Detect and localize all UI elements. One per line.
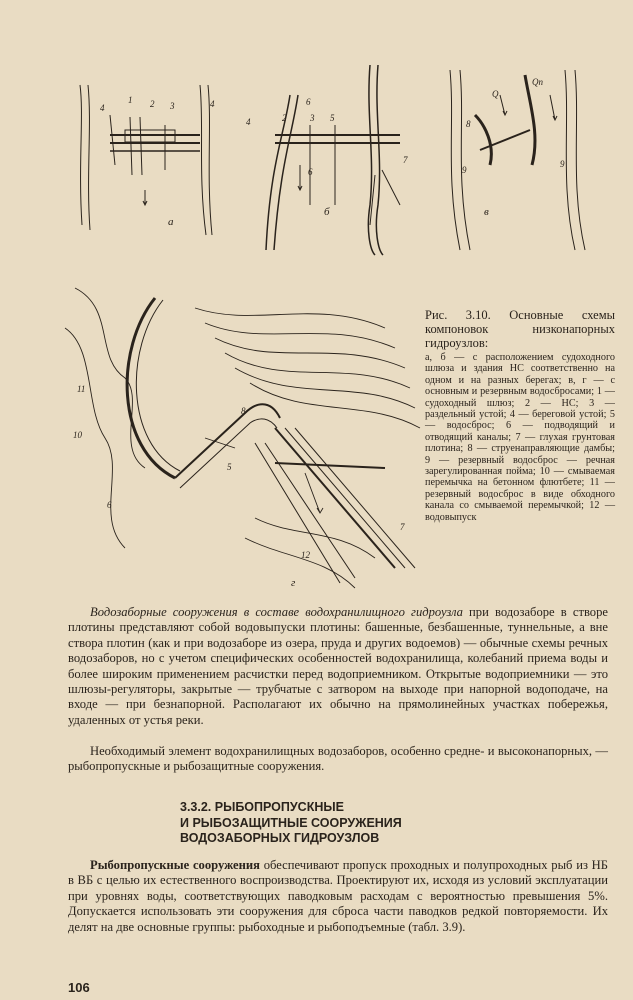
label-g-7: 7: [400, 522, 405, 532]
label-v-qp: Qп: [532, 77, 543, 87]
label-g-6: 6: [107, 500, 112, 510]
paragraph-necessary-element: [68, 744, 608, 775]
panel-label-g: г: [291, 577, 296, 589]
label-g-12: 12: [301, 550, 310, 560]
page-number: 106: [68, 980, 90, 995]
label-b-2: 2: [282, 113, 287, 123]
paragraph3-text: обеспечивают пропуск проходных и полупроходных рыб из НБ в ВБ с целью их естественного воспроизводства. Проектируют их, исходя из условий эксплуатации при уровнях воды, соответствующих паводковым расходам с вероятностью превышения 5%. Допускается использовать эти сооружения для сброса части паводков редкой повторяемости. Их делят на две основные группы: рыбоходные и рыбоподъемные (табл. 3.9).: [68, 858, 608, 934]
reservoir-plan-diagram: [55, 268, 435, 598]
label-a-2: 2: [150, 99, 155, 109]
label-a-4: 4: [100, 103, 105, 113]
paragraph3-bold-lead: Рыбопропускные сооружения: [90, 858, 260, 872]
label-a-3: 3: [170, 101, 175, 111]
layout-schemes-diagram: [70, 55, 590, 260]
panel-label-b: б: [324, 206, 330, 218]
paragraph1-italic-lead: Водозаборные сооружения в составе водохранилищного гидроузла: [90, 605, 463, 619]
label-g-8: 8: [241, 406, 246, 416]
figure-caption: [425, 308, 615, 523]
label-b-7: 7: [403, 155, 408, 165]
section-heading: [180, 800, 470, 847]
label-a-4b: 4: [210, 99, 215, 109]
label-b-5: 5: [330, 113, 335, 123]
label-b-6: 6: [306, 97, 311, 107]
label-v-9b: 9: [560, 159, 565, 169]
panel-label-a: а: [168, 216, 174, 228]
paragraph2-text: Необходимый элемент водохранилищных водозаборов, особенно средне- и высоконапорных, — рыбопропускные и рыбозащитные сооружения.: [68, 744, 608, 774]
label-g-11: 11: [77, 384, 86, 394]
panel-label-v: в: [484, 206, 489, 218]
label-g-5: 5: [227, 462, 232, 472]
label-v-q: Q: [492, 89, 499, 99]
label-a-1: 1: [128, 95, 133, 105]
section-heading-line2: И РЫБОЗАЩИТНЫЕ СООРУЖЕНИЯ: [180, 815, 402, 830]
section-heading-line3: ВОДОЗАБОРНЫХ ГИДРОУЗЛОВ: [180, 831, 380, 845]
section-heading-line1: 3.3.2. РЫБОПРОПУСКНЫЕ: [180, 800, 344, 814]
figure-top-schemes: [70, 55, 590, 260]
label-b-3: 3: [310, 113, 315, 123]
label-b-6b: 6: [308, 167, 313, 177]
label-v-9: 9: [462, 165, 467, 175]
label-g-10: 10: [73, 430, 82, 440]
caption-title: Рис. 3.10. Основные схемы компоновок низконапорных гидроузлов:: [425, 308, 615, 350]
figure-bottom-scheme: [55, 268, 435, 598]
paragraph-fish-passage: [68, 858, 608, 935]
caption-body: а, б — с расположением судоходного шлюза и здания НС соответственно на одном и на разных берегах; в, г — с основным и резервным водосбросами; 1 — судоходный шлюз; 2 — НС; 3 — раздельный устой; 4 — береговой устой; 5 — водосброс; 6 — подводящий и отводящий каналы; 7 — глухая грунтовая плотина; 8 — струенаправляющие дамбы; 9 — резервный водосброс — речная зарегулированная пойма; 10 — смываемая перемычка на бетонном флютбете; 11 — резервный водосброс в виде обходного канала со смываемой перемычкой; 12 — водовыпуск: [425, 352, 615, 523]
paragraph-water-intake: [68, 605, 608, 728]
label-b-4: 4: [246, 117, 251, 127]
label-v-8: 8: [466, 119, 471, 129]
paragraph1-text: при водозаборе в створе плотины представляют собой водовыпуски плотины: башенные, безбашенные, туннельные, а вне створа плотин (как и при водозаборе из озера, пруда и других водоемов) — обычные схемы речных водозаборов, но с учетом специфических особенностей водохранилища, колебаний приема воды и более широким применением расчистки перед водоприемником. Открытые водоприемники — это шлюзы-регуляторы, закрытые — трубчатые с затвором на выходе при напорной водоподаче, на входе — при безнапорной. Располагают их обычно на прямолинейных участках побережья, удаленных от устья реки.: [68, 605, 608, 727]
